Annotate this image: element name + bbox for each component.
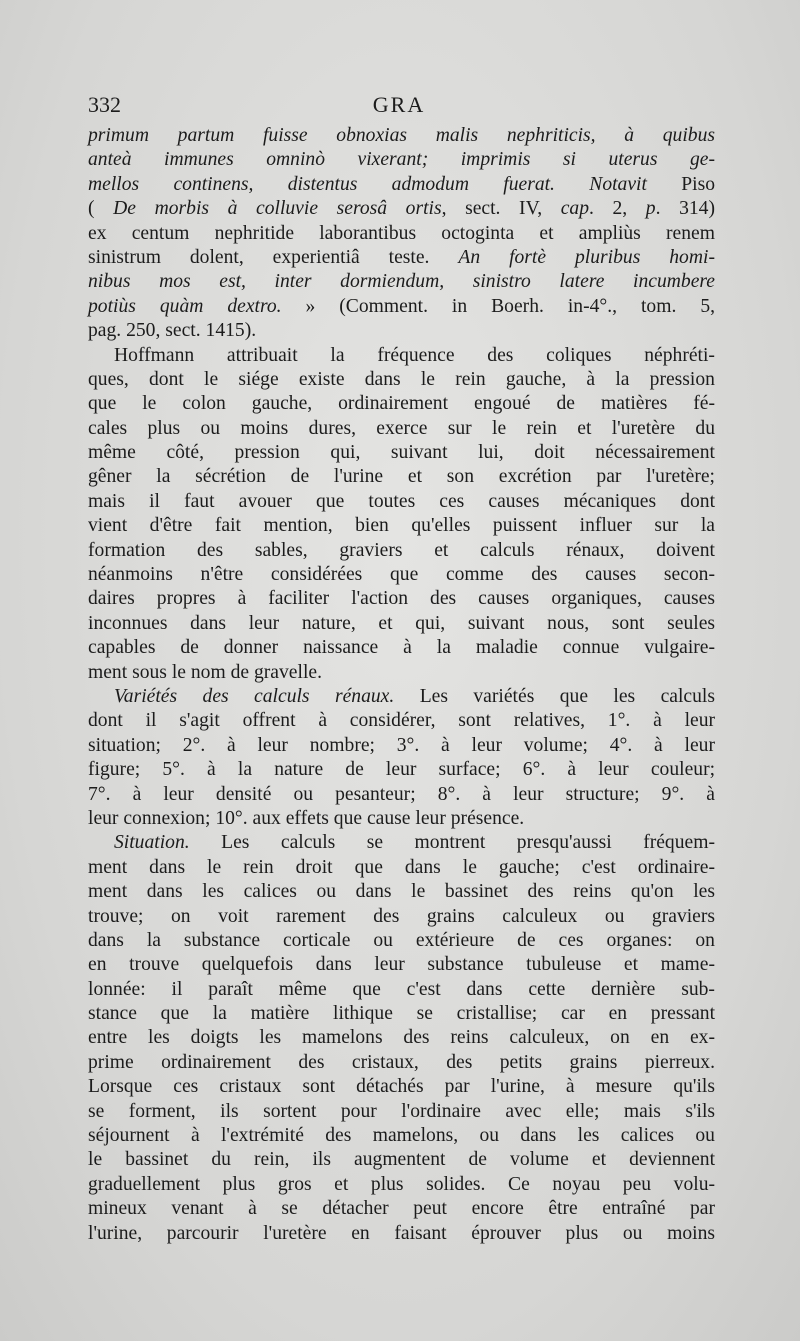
text-line	[88, 831, 715, 855]
text-line	[88, 783, 715, 807]
roman-text: , sect. IV,	[441, 198, 561, 220]
italic-text: primum partum fuisse obnoxias malis nephriticis, à quibus	[88, 125, 715, 146]
text-line	[88, 758, 715, 782]
text-line	[88, 856, 715, 880]
roman-text: ment dans les calices ou dans le bassinet des reins qu'on les	[88, 881, 715, 903]
roman-text: lonnée: il paraît même que c'est dans cette dernière sub-	[88, 978, 715, 1000]
text-line	[88, 880, 715, 904]
roman-text: ment dans le rein droit que dans le gauche; c'est ordinaire-	[88, 856, 715, 878]
roman-text: daires propres à faciliter l'action des causes organiques, causes	[88, 588, 715, 610]
roman-text: graduellement plus gros et plus solides. Ce noyau peu volu-	[88, 1173, 716, 1195]
text-line	[88, 465, 715, 489]
roman-text: dans la substance corticale ou extérieure de ces organes: on	[88, 929, 715, 951]
italic-text: mellos continens, distentus admodum fuerat. Notavit	[88, 173, 647, 195]
text-line	[88, 1124, 715, 1148]
text-line	[88, 295, 715, 319]
text-line	[88, 148, 715, 172]
text-line	[88, 1002, 715, 1026]
roman-text: Hoffmann attribuait la fréquence des coliques néphréti-	[114, 344, 715, 366]
text-line	[88, 344, 715, 368]
roman-text: mineux venant à se détacher peut encore être entraîné par	[88, 1198, 715, 1220]
roman-text: prime ordinairement des cristaux, des petits grains pierreux.	[88, 1051, 715, 1073]
roman-text: l'urine, parcourir l'uretère en faisant éprouver plus ou moins	[88, 1222, 715, 1244]
roman-text: stance que la matière lithique se cristallise; car en pressant	[88, 1003, 716, 1025]
text-line	[88, 368, 715, 392]
page-header	[88, 92, 710, 122]
text-line	[88, 270, 715, 294]
text-line	[88, 636, 715, 660]
text-line	[88, 612, 715, 636]
roman-text: . 314)	[655, 198, 716, 220]
roman-text: situation; 2°. à leur nombre; 3°. à leur volume; 4°. à leur	[88, 734, 715, 756]
roman-text: sinistrum dolent, experientiâ teste.	[88, 246, 459, 268]
roman-text: Les variétés que les calculs	[394, 685, 715, 707]
italic-text: Situation.	[114, 832, 190, 854]
text-line	[88, 490, 715, 514]
text-line	[88, 953, 715, 977]
italic-text: p	[645, 198, 656, 220]
text-line	[88, 807, 715, 831]
text-line	[88, 1173, 715, 1197]
page-number: 332	[88, 92, 121, 117]
roman-text: trouve; on voit rarement des grains calculeux ou graviers	[88, 905, 716, 927]
roman-text: mais il faut avouer que toutes ces causes mécaniques dont	[88, 490, 716, 512]
roman-text: en trouve quelquefois dans leur substance tubuleuse et mame-	[88, 954, 716, 976]
text-line	[88, 1222, 715, 1246]
text-line	[88, 563, 715, 587]
text-line	[88, 734, 715, 758]
text-line	[88, 417, 715, 441]
text-line	[88, 685, 715, 709]
text-line	[88, 709, 715, 733]
italic-text: Variétés des calculs rénaux.	[114, 685, 395, 707]
roman-text: (	[88, 198, 95, 220]
roman-text: gêner la sécrétion de l'urine et son excrétion par l'uretère;	[88, 466, 715, 488]
text-line	[88, 197, 715, 221]
text-line	[88, 222, 715, 246]
text-line	[88, 978, 715, 1002]
text-line	[88, 1075, 715, 1099]
text-line	[88, 1051, 715, 1075]
roman-text: le bassinet du rein, ils augmentent de volume et deviennent	[88, 1149, 716, 1171]
italic-text: De morbis à colluvie serosâ ortis	[94, 198, 442, 220]
italic-text: anteà immunes omninò vixerant; imprimis si uterus ge-	[88, 149, 716, 171]
italic-text: potiùs quàm dextro.	[88, 295, 282, 317]
body-text	[88, 124, 715, 1246]
text-line	[88, 1197, 715, 1221]
italic-text: cap	[560, 198, 589, 220]
roman-text: ment sous le nom de gravelle.	[88, 661, 322, 683]
italic-text: An fortè pluribus homi-	[458, 246, 715, 268]
text-line	[88, 539, 715, 563]
roman-text: vient d'être fait mention, bien qu'elles puissent influer sur la	[88, 515, 715, 537]
roman-text: leur connexion; 10°. aux effets que cause leur présence.	[88, 807, 525, 829]
text-line	[88, 587, 715, 611]
text-line	[88, 124, 715, 148]
roman-text: néanmoins n'être considérées que comme des causes secon-	[88, 564, 716, 586]
roman-text: cales plus ou moins dures, exerce sur le rein et l'uretère du	[88, 417, 716, 439]
roman-text: ques, dont le siége existe dans le rein gauche, à la pression	[88, 368, 715, 390]
roman-text: ex centum nephritide laborantibus octoginta et ampliùs renem	[88, 222, 715, 244]
roman-text: séjournent à l'extrémité des mamelons, ou dans les calices ou	[88, 1125, 715, 1147]
text-line	[88, 1026, 715, 1050]
text-line	[88, 173, 715, 197]
running-head: GRA	[372, 92, 426, 117]
roman-text: même côté, pression qui, suivant lui, doit nécessairement	[88, 442, 715, 464]
roman-text: pag. 250, sect. 1415).	[88, 320, 257, 342]
roman-text: inconnues dans leur nature, et qui, suivant nous, sont seules	[88, 612, 716, 634]
roman-text: Lorsque ces cristaux sont détachés par l'urine, à mesure qu'ils	[88, 1076, 715, 1098]
text-line	[88, 905, 715, 929]
roman-text: Piso	[646, 173, 715, 195]
roman-text: dont il s'agit offrent à considérer, sont relatives, 1°. à leur	[88, 710, 716, 732]
roman-text: entre les doigts les mamelons des reins calculeux, on en ex-	[88, 1027, 715, 1049]
text-line	[88, 929, 715, 953]
text-line	[88, 661, 715, 685]
roman-text: figure; 5°. à la nature de leur surface; 6°. à leur couleur;	[88, 759, 716, 781]
text-line	[88, 246, 715, 270]
roman-text: se forment, ils sortent pour l'ordinaire avec elle; mais s'ils	[88, 1100, 716, 1122]
roman-text: . 2,	[589, 198, 646, 220]
roman-text: capables de donner naissance à la maladie connue vulgaire-	[88, 637, 716, 659]
text-line	[88, 514, 715, 538]
text-line	[88, 1148, 715, 1172]
text-line	[88, 441, 715, 465]
roman-text: 7°. à leur densité ou pesanteur; 8°. à leur structure; 9°. à	[88, 783, 715, 805]
roman-text: Les calculs se montrent presqu'aussi fréquem-	[189, 832, 715, 854]
italic-text: nibus mos est, inter dormiendum, sinistro latere incumbere	[88, 271, 715, 293]
roman-text: formation des sables, graviers et calculs rénaux, doivent	[88, 539, 715, 561]
text-line	[88, 1100, 715, 1124]
roman-text: que le colon gauche, ordinairement engoué de matières fé-	[88, 393, 716, 415]
text-line	[88, 319, 715, 343]
text-line	[88, 392, 715, 416]
roman-text: » (Comment. in Boerh. in-4°., tom. 5,	[281, 295, 716, 317]
